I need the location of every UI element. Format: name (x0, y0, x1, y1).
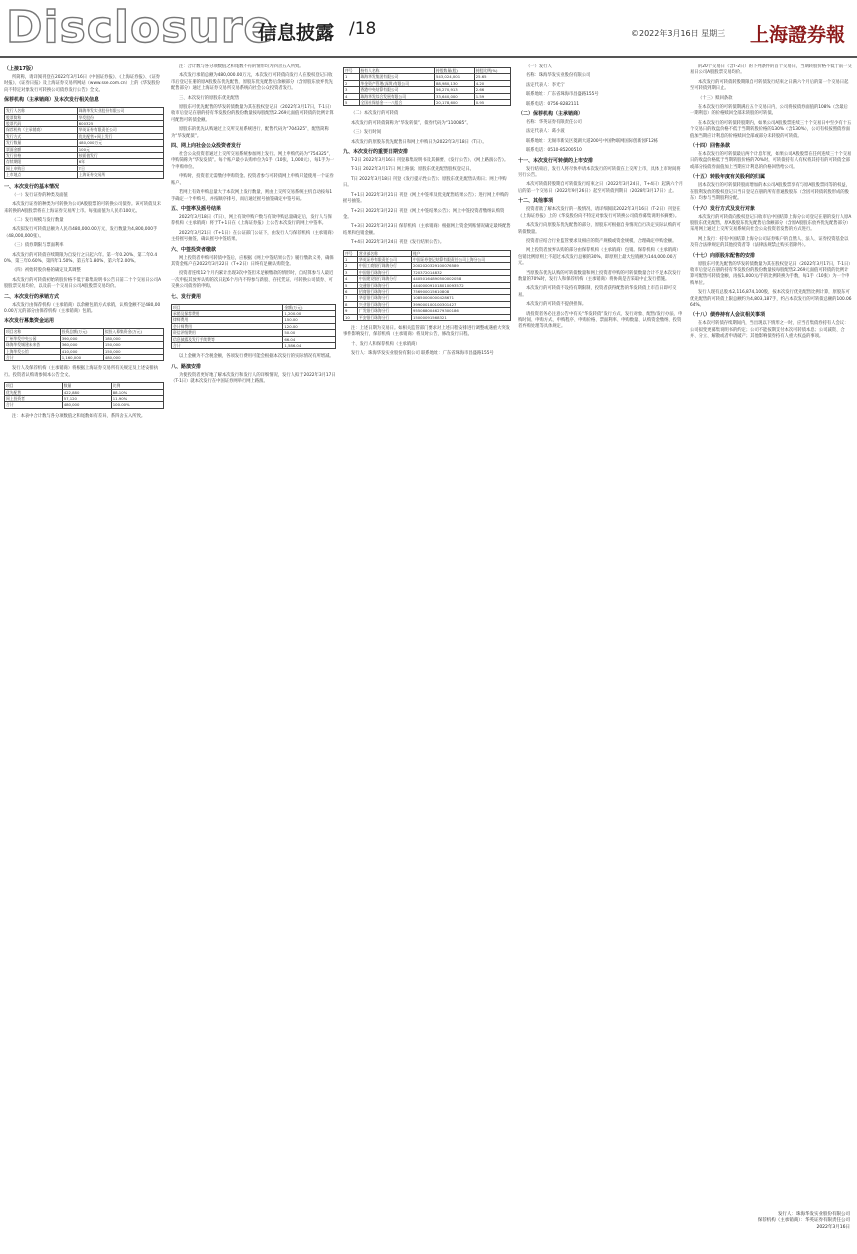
table-cell: 持有人名称 (359, 68, 434, 74)
paragraph: 本次发行向原股东优先配售的部分，原股东可根据自身情况自行决定实际认购的可转债数量。 (518, 223, 681, 235)
table-cell: 持股比例(%) (474, 68, 510, 74)
section-heading: 五、中签率及摇号结果 (171, 205, 222, 212)
section-heading: 六、中签投资者缴款 (171, 246, 217, 253)
table-cell: 上海证券交易所 (77, 172, 163, 178)
paragraph: T+3日 2022年3月23日 保荐机构（主承销商）根据网上资金到账情况确定最终配售结果和包销金额。 (343, 224, 511, 236)
table-cell: 543,024,001 (434, 74, 474, 80)
table-cell: 中国银行珠海分行 (357, 269, 411, 275)
paragraph: 联系地址：无锡市新吴区菱湖大道200号中国物联网国际创新园F12栋 (526, 138, 659, 144)
table-cell: 1,586.04 (283, 343, 336, 349)
section-heading: （十四）回售条款 (690, 143, 731, 150)
table-cell: 发行人名称 (5, 108, 78, 114)
paragraph: 网上发行：持有中国结算上海分公司证券账户的自然人、法人、证券投资基金以及符合法律规定的其他投资者等（法律法规禁止购买者除外）。 (690, 236, 849, 249)
table-cell: 399000100100301427 (411, 301, 510, 307)
table-cell: 股票代码 (5, 121, 78, 127)
table-cell: 拟投入募集资金(万元) (103, 329, 163, 335)
table-cell: 中国证券登记结算有限责任公司上海分公司 (411, 256, 510, 262)
paragraph: 投资者欲了解本次发行的一般情况，请详细阅读2022年3月16日（T-2日）刊登在《上海证券报》上的《华发股份向不特定对象发行可转换公司债券募集说明书摘要》。 (518, 207, 681, 219)
table-cell: 2 (344, 80, 360, 86)
table-cell: 香港中央结算有限公司 (359, 87, 434, 93)
table-cell: 中国建设银行珠海分行 (357, 276, 411, 282)
paragraph: 原股东的优先认购通过上交所交易系统进行，配售代码为“704325”，配售简称为“华发配债”。 (171, 127, 329, 139)
table-cell: 华英证券有限责任公司 (357, 256, 411, 262)
bank-account-table (343, 250, 511, 321)
paragraph: 网上投资者申购可转债中签后，应根据《网上中签结果公告》履行缴款义务，确保其资金账户在2022年3月22日（T+2日）日终有足额认购资金。 (171, 255, 334, 267)
table-cell: 律师费用 (172, 317, 283, 323)
paragraph: 发行人：珠海华发实业股份有限公司 联系地址：广东省珠海市昌盛路155号 (351, 351, 494, 357)
paragraph: 注：合计数与各分项数值之和尾数不符的情形均为四舍五入所致。 (179, 64, 304, 69)
paragraph: 请投资者务必注意公告中有关“华发转债”发行方式、发行对象、配售/发行办法、申购时间、申购方式、申购程序、申购价格、票面利率、申购数量、认购资金缴纳、投资者弃购处理等具体规定。 (518, 311, 683, 330)
issuer-signature (728, 1212, 850, 1231)
paragraph: 注：本表中合计数与各分项数值之和尾数如有差异，系四舍五入所致。 (12, 413, 146, 419)
table-row (344, 100, 511, 106)
table-cell: 账户 (411, 250, 510, 256)
section-heading: 一、本次发行的基本情况 (4, 183, 60, 190)
paragraph: 联系电话：0510-85200510 (526, 148, 582, 154)
paragraph: 为使投资者更好地了解本次发行和发行人的详细情况，发行人拟于2022年3月17日（T-1日）就本次发行在中国证券网举行网上路演。 (171, 372, 336, 385)
table-cell: 存续期限 (5, 159, 78, 165)
paragraph: 2022年3月21日（T+1日）在公证部门公证下，由发行人与保荐机构（主承销商）主持摇号抽签，确认摇号中签结果。 (171, 230, 336, 243)
section-heading: 十二、其他事项 (518, 198, 554, 205)
paragraph: 本次发行的可转债简称为“华发转债”，债券代码为“110085”。 (351, 120, 471, 126)
paragraph: 本次发行的可转债初始转股价格不低于募集说明书公告日前二十个交易日公司A股股票交易均价，以及前一个交易日公司A股股票交易均价。 (4, 277, 162, 290)
table-cell: 120.00 (283, 323, 336, 329)
table-cell: 4.20 (474, 80, 510, 86)
paragraph: 本次可转债转股期自可转债发行结束之日（2022年3月24日，T+4日）起满六个月后的第一个交易日（2022年9月26日）起至可转债到期日（2028年3月17日）止。 (518, 182, 683, 194)
paragraph: （四）初始转股价格的确定及其调整 (12, 268, 81, 274)
paragraph: 法定代表人：葛小波 (526, 129, 565, 135)
table-cell: 资信评级费用 (172, 330, 283, 336)
table-cell: 华发股份 (77, 114, 163, 120)
paragraph: T日 2022年3月18日 刊登《发行提示性公告》；原股东优先配售认购日；网上申购日。 (343, 176, 507, 189)
table-cell: 422,880 (62, 389, 111, 395)
signature-issuer: 发行人：珠海华发实业股份有限公司 (778, 1212, 850, 1217)
table-cell: 序号 (344, 250, 358, 256)
section-heading: 九、本次发行的重要日期安排 (343, 149, 409, 156)
paragraph: （一）发行证券的种类及面值 (12, 192, 68, 198)
table-cell: 720372014832 (411, 269, 510, 275)
table-cell: 中国工商银行珠海分行 (357, 263, 411, 269)
table-row (5, 355, 164, 361)
table-cell: 11.90% (111, 396, 163, 402)
table-cell: 10 (344, 314, 358, 320)
table-cell: 华夏银行珠海分行 (357, 295, 411, 301)
column-5 (690, 64, 852, 1244)
section-heading: （十六）发行方式及发行对象 (690, 205, 756, 212)
issuer-info-table (4, 107, 164, 178)
table-cell: 数量 (62, 383, 111, 389)
table-cell: 20,178,600 (434, 100, 474, 106)
table-cell: 3 (344, 269, 358, 275)
paragraph: 法定代表人：李光宁 (526, 82, 565, 88)
table-cell: 保荐机构（主承销商） (5, 127, 78, 133)
paragraph: （二）本次发行的可转债 (351, 111, 399, 117)
paragraph: 的20个交易日（含T-2日）的下列条件的首个交易日，当期转股价格不低于前一交易日公司A股股票交易均价。 (690, 64, 852, 76)
table-cell: 56,270,913 (434, 87, 474, 93)
table-cell: 100元 (77, 146, 163, 152)
column-1 (4, 64, 164, 1244)
fees-table (171, 304, 336, 350)
table-cell: 珠海华发综合发展有限公司 (359, 93, 434, 99)
table-cell: 410,000 (60, 348, 103, 354)
table-cell: 发行数量 (5, 140, 78, 146)
table-cell: 150.00 (283, 317, 336, 323)
table-cell: 华英证券有限责任公司 (77, 127, 163, 133)
paragraph: 投资者应结合行业监管要求及相应的资产规模或资金规模，合理确定申购金额。 (526, 238, 677, 244)
table-cell: 66.04 (283, 336, 336, 342)
table-cell: 1 (344, 74, 360, 80)
section-heading: 四、网上向社会公众投资者发行 (171, 143, 242, 150)
paragraph: 以上金额为不含税金额，各项发行费用可能会根据本次发行的实际情况有所增减。 (179, 354, 334, 360)
table-cell: 信息披露及发行手续费等 (172, 336, 283, 342)
table-cell: 比例 (111, 383, 163, 389)
section-heading: 十一、本次发行可转债的上市安排 (518, 157, 594, 164)
table-cell: 10850000000428671 (411, 295, 510, 301)
paragraph: 本次发行的可转债存续期限为自发行之日起六年。第一年0.20%、第二年0.40%、第三年0.60%、第四年1.50%、第五年1.80%、第六年2.00%。 (4, 252, 158, 264)
table-cell: 33,640,000 (434, 93, 474, 99)
paragraph: 发行结束后，发行人将尽快申请本次发行的可转债在上交所上市，具体上市时间将另行公告。 (518, 166, 681, 179)
table-cell: 会计师费用 (172, 323, 283, 329)
table-cell: 100.00% (111, 402, 163, 408)
table-cell: 15000091568321 (411, 314, 510, 320)
section-heading: 八、路演安排 (171, 363, 202, 370)
table-cell: 合计 (5, 402, 63, 408)
table-cell: 480,000 (62, 402, 111, 408)
paragraph: 本次发行的可转债转股期限自可转债发行结束之日满六个月后的第一个交易日起至可转债到期日止。 (690, 79, 849, 92)
table-cell: 项目 (172, 304, 283, 310)
table-cell: 华金资产管理(深圳)有限公司 (359, 80, 434, 86)
paragraph: 在本次发行的可转债转股期内，如果公司A股股票连续三十个交易日中至少有十五个交易日的收盘价格不低于当期转股价格的130%（含130%），公司有权按照债券面值加当期应计利息的价格赎回全部或部分未转股的可转债。 (690, 120, 852, 139)
signature-underwriter: 保荐机构（主承销商）：华英证券有限责任公司 (757, 1218, 850, 1224)
table-row (172, 343, 336, 349)
table-cell: 交通银行珠海分行 (357, 282, 411, 288)
section-heading: （十五）转股年度有关股利的归属 (690, 174, 766, 181)
table-cell: 网上投资者 (5, 396, 63, 402)
table-cell: 360,000 (60, 342, 103, 348)
table-cell: 88.10% (111, 389, 163, 395)
table-cell: 8 (344, 301, 358, 307)
paragraph: 本次拟发行可转债总额为人民币480,000.00万元，发行数量为4,800,000手（48,000,000张）。 (4, 227, 158, 239)
paragraph: 本次发行的可转债不提供担保。 (526, 302, 587, 308)
page-header (0, 0, 857, 58)
table-cell: 投资总额(万元) (60, 329, 103, 335)
table-cell: 5 (344, 282, 358, 288)
paragraph: T-1日 2022年3月17日 网上路演；原股东优先配售股权登记日。 (351, 167, 474, 173)
paragraph: 十、发行人和保荐机构（主承销商） (351, 341, 420, 347)
section-heading: （十八）债券持有人会议相关事项 (690, 312, 766, 319)
table-cell: 上海华发公馆 (5, 348, 61, 354)
table-cell: 合计 (172, 343, 283, 349)
table-cell: 1,200.00 (283, 310, 336, 316)
table-cell: 150,000 (103, 348, 163, 354)
masthead-disclosure: Disclosure (6, 2, 275, 53)
paragraph: 联系电话：0756-8282111 (526, 101, 580, 107)
newspaper-logo: 上海證券報 (750, 24, 846, 46)
paragraph: T+1日 2022年3月21日 刊登《网上中签率及优先配售结果公告》；进行网上申购的摇号抽签。 (343, 192, 509, 205)
table-cell: 7 (344, 295, 358, 301)
table-cell: 兴业银行珠海分行 (357, 301, 411, 307)
table-cell: 390,000 (60, 335, 103, 341)
issue-date: ©2022年3月16日 星期三 (631, 29, 726, 38)
table-cell: 600325 (77, 121, 163, 127)
paragraph: 发行人现有总股本2,116,874,100股，按本次发行优先配售比例计算，原股东可优先配售的可转债上限总额约为4,803,187手，约占本次发行的可转债总额的100.0664%。 (690, 290, 852, 308)
table-cell: 50.00 (283, 330, 336, 336)
paragraph: 三、本次发行的原股东优先配售 (179, 95, 240, 101)
continued-note: （上接17版） (4, 66, 36, 72)
paragraph: 社会公众投资者通过上交所交易系统参加网上发行。网上申购代码为“754325”，申购简称为“华发发债”。每个账户最小认购单位为1手（10张，1,000元），每1手为一个申购单位。 (171, 152, 335, 170)
signature-date: 2022年3月16日 (816, 1224, 850, 1230)
paragraph: 发行人及保荐机构（主承销商）将根据上海证券交易所有关规定及上述安排执行。投资者认购请参阅本公告全文。 (4, 366, 159, 378)
table-row (344, 314, 511, 320)
table-cell: 优先配售 (5, 389, 63, 395)
paragraph: 联系地址：广东省珠海市昌盛路155号 (526, 92, 599, 98)
paragraph: 当原股东优先认购的可转债数量和网上投资者申购的可转债数量合计不足本次发行数量的70%时，发行人和保荐机构（主承销商）将协商是否采取中止发行措施。 (518, 270, 681, 282)
column-4 (518, 64, 683, 1244)
paragraph: 名称：珠海华发实业股份有限公司 (526, 73, 591, 79)
table-cell: 优先配售+网上发行 (77, 133, 163, 139)
table-cell: 发行方式 (5, 133, 78, 139)
table-cell: 发行价格 (5, 153, 78, 159)
table-cell: 4 (344, 93, 360, 99)
table-cell: 平安银行珠海分行 (357, 314, 411, 320)
paragraph: （二）发行规模与发行数量 (12, 217, 64, 223)
fund-use-table (4, 328, 164, 361)
table-cell: 序号 (344, 68, 360, 74)
paragraph: 本次发行的原股东优先配售日和网上申购日为2022年3月18日（T日）。 (351, 139, 487, 145)
table-cell: 合计 (5, 355, 61, 361)
table-cell: 按面值发行 (77, 153, 163, 159)
table-cell: 2 (344, 263, 358, 269)
column-2 (171, 64, 336, 1244)
table-cell: 珠海华发实业股份有限公司 (77, 108, 163, 114)
shareholder-table (343, 67, 511, 106)
table-cell: 444000091018010093572 (411, 282, 510, 288)
paragraph: 在本次发行的可转债最后两个计息年度，如果公司A股股票在任何连续三十个交易日的收盘价格低于当期转股价格的70%时，可转债持有人有权将其持有的可转债全部或部分按债券面值加上当期应计利息的价格回售给公司。 (690, 152, 852, 170)
table-title: 保荐机构（主承销商）及本次发行相关信息 (4, 97, 100, 104)
table-cell: 1,160,000 (60, 355, 103, 361)
table-row (5, 402, 164, 408)
paragraph: 所简称，请详阅刊登在2022年3月16日《中国证券报》、《上海证券报》、《证券时报》、《证券日报》及上海证券交易所网站（www.sse.com.cn）上的《华发股份向不特定对象发行可转换公司债券发行公告》全文。 (4, 75, 161, 93)
paragraph: 原股东可优先配售的华发转债数量为其在股权登记日（2022年3月17日，T-1日）收市后登记在册的持有华发股份的股份数量按每股配售2.269元面值可转债的比例计算可配售可转债金额。 (171, 105, 334, 123)
table-cell: 金额(万元) (283, 304, 336, 310)
table-cell: 5 (344, 100, 360, 106)
paragraph: 名称：华英证券有限责任公司 (526, 120, 582, 126)
paragraph: 若网上有效申购总量大于本次网上发行数量，则由上交所交易系统主机自动按每1手确定一个申购号，并按顺序排号，而后通过摇号抽签确定中签号码。 (171, 190, 333, 202)
paragraph: 投资者连续12个月内累计出现3次中签但未足额缴款的情形时，自结算参与人最近一次申报其放弃认购的次日起6个月内不得参与新股、存托凭证、可转换公司债券、可交换公司债券的申购。 (171, 271, 334, 290)
table-cell: 招商银行珠海分行 (357, 288, 411, 294)
table-cell: 项目 (5, 383, 63, 389)
section-heading: （二）保荐机构（主承销商） (518, 111, 584, 118)
table-cell: 480,000万元 (77, 140, 163, 146)
paragraph: 本次发行证券的种类为可转换为公司A股股票的可转换公司债券。该可转债及未来转换的A股股票将在上海证券交易所上市。每张面值为人民币100元。 (4, 202, 162, 214)
table-cell: 珠海华发集团有限公司 (359, 74, 434, 80)
table-cell: 44050164890500002058 (411, 276, 510, 282)
table-cell: 180,000 (103, 335, 163, 341)
table-cell: 广州华发中央公园 (5, 335, 61, 341)
table-cell: 网上申购日 (5, 165, 78, 171)
paragraph: （三）债券期限与票面利率 (12, 243, 64, 249)
table-cell: 上市地点 (5, 172, 78, 178)
table-cell: 承销及保荐费用 (172, 310, 283, 316)
table-cell: 2.66 (474, 87, 510, 93)
table-cell: 0.95 (474, 100, 510, 106)
table-cell: 9550880046279300186 (411, 308, 510, 314)
paragraph: 2022年3月18日（T日），网上有效申购户数与有效申购总量确定后，发行人与保荐机构（主承销商）将于T+1日在《上海证券报》上公告本次发行的网上中签率。 (171, 214, 332, 227)
table-cell: 2002020329100076589 (411, 263, 510, 269)
paragraph: 本次发行的可转债向股权登记日收市后中国结算上海分公司登记在册的发行人原A股股东优先配售，原A股股东优先配售后余额部分（含原A股股东放弃优先配售部分）采用网上通过上交所交易系统向社会公众投资者发售的方式进行。 (690, 214, 852, 233)
paragraph: 在本次发行的可转债期满后五个交易日内，公司将按债券面值的108%（含最后一期利息）的价格赎回全部未转股的可转债。 (690, 105, 848, 117)
table-cell: T日 (77, 165, 163, 171)
page-number: /18 (349, 19, 377, 39)
table-cell: 票面金额 (5, 146, 78, 152)
paragraph: 申购时，投资者无需缴付申购资金。投资者参与可转债网上申购只能使用一个证券账户。 (171, 174, 334, 186)
table-cell: 1 (344, 256, 358, 262)
table-cell: 4 (344, 276, 358, 282)
paragraph: 本次发行的可转债不设持有期限制，投资者获得配售的华发转债上市首日即可交易。 (518, 286, 677, 298)
table-cell: 项目名称 (5, 329, 61, 335)
paragraph: T+4日 2022年3月24日 刊登《发行结果公告》。 (351, 240, 445, 246)
table-cell: 6年 (77, 159, 163, 165)
table-cell: 股票简称 (5, 114, 78, 120)
table-row (5, 172, 164, 178)
column-3 (343, 64, 511, 1244)
table-cell: 480,000 (103, 355, 163, 361)
paragraph: 网上投资者放弃认购的部分由保荐机构（主承销商）包销。保荐机构（主承销商）包销比例原则上不超过本次发行总额的30%，即原则上最大包销额为144,000.00万元。 (518, 248, 681, 267)
paragraph: 本次发行由保荐机构（主承销商）以余额包销方式承销，认购金额不足480,000.00万元的部分由保荐机构（主承销商）包销。 (4, 302, 161, 314)
paragraph: （十三）赎回条款 (698, 95, 733, 101)
table-cell: 持股数量(股) (434, 68, 474, 74)
paragraph: 本次发行承销总额为480,000.00万元，本次发行可转债向发行人在股权登记日收市后登记在册的原A股股东优先配售，原股东优先配售后余额部分（含原股东放弃优先配售部分）通过上海证券交易所交易系统向社会公众投资者发行。 (171, 73, 333, 92)
paragraph: 在本次可转债存续期间内，当出现以下情形之一时，应当召集债券持有人会议：公司拟变更募集说明书的约定；公司不能按期支付本次可转债本息；公司减资、合并、分立、解散或者申请破产；其他影响债券持有人重大权益的事项。 (690, 321, 849, 340)
table-cell: 广发银行珠海分行 (357, 308, 411, 314)
table-title: 本次发行募集资金运用 (4, 318, 55, 325)
table-cell: 3 (344, 87, 360, 93)
paragraph: 因本次发行的可转债转股而增加的本公司A股股票享有与原A股股票同等的权益，在股利发放的股权登记日当日登记在册的所有普通股股东（含因可转债转股形成的股东）均参与当期股利分配。 (690, 183, 850, 202)
table-cell: 1.59 (474, 93, 510, 99)
section-heading: 二、本次发行的承销方式 (4, 293, 60, 300)
paragraph: （一）发行人 (526, 64, 552, 69)
section-heading: 七、发行费用 (171, 293, 202, 300)
table-cell: 6 (344, 288, 358, 294)
paragraph: T-2日 2022年3月16日 刊登募集说明书及其摘要、《发行公告》、《网上路演公告》。 (351, 158, 509, 164)
paragraph: 原股东可优先配售的华发转债数量为其在股权登记日（2022年3月17日，T-1日）收市后登记在册的持有华发股份的股份数量按每股配售2.269元面值可转债的比例计算可配售可转债金额，再按1,000元/手的比例转换为手数，每1手（10张）为一个申购单位。 (690, 261, 851, 286)
paragraph: 注：上述日期为交易日。如相关监管部门要求对上述日程安排进行调整或遇重大突发事件影响发行，保荐机构（主承销商）将及时公告，修改发行日程。 (343, 326, 510, 338)
table-cell: 150,000 (103, 342, 163, 348)
section-title: 信息披露 (258, 22, 335, 44)
allocation-table (4, 382, 164, 409)
paragraph: T+2日 2022年3月22日 刊登《网上中签结果公告》；网上中签投资者缴纳认购资金。 (343, 208, 505, 220)
table-cell: 珠海华发城建未来荟 (5, 342, 61, 348)
section-heading: （十七）向原股东配售的安排 (690, 252, 756, 259)
table-cell: 25.65 (474, 74, 510, 80)
table-cell: 9 (344, 308, 358, 314)
paragraph: （三）发行时间 (351, 130, 382, 136)
table-cell: 756900015610808 (411, 288, 510, 294)
table-cell: 57,120 (62, 396, 111, 402)
table-cell: 88,980,130 (434, 80, 474, 86)
table-cell: 全国社保基金一一八组合 (359, 100, 434, 106)
table-cell: 营业部名称 (357, 250, 411, 256)
